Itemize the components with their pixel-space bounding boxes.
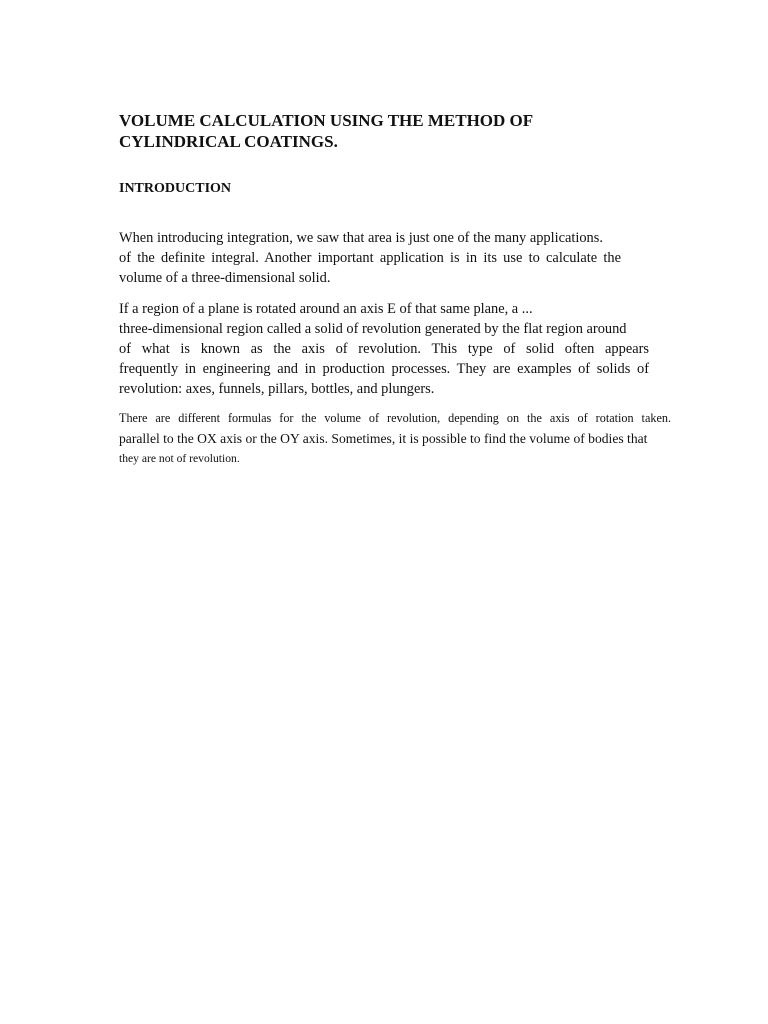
document-title-line: VOLUME CALCULATION USING THE METHOD OF: [119, 111, 534, 130]
paragraph-line: When introducing integration, we saw that area is just one of the many applications.: [119, 230, 603, 246]
paragraph-line: There are different formulas for the volume of revolution, depending on the axis of rotation taken.: [119, 411, 671, 425]
paragraph-line: three-dimensional region called a solid of revolution generated by the flat region around: [119, 321, 627, 337]
paragraph-intro-1: [119, 228, 621, 288]
paragraph-line: they are not of revolution.: [119, 452, 240, 465]
paragraph-line: parallel to the OX axis or the OY axis. Sometimes, it is possible to find the volume of bodies that: [119, 431, 648, 446]
document-title: [119, 110, 679, 152]
paragraph-line: If a region of a plane is rotated around an axis E of that same plane, a ...: [119, 301, 533, 317]
paragraph-intro-3: [119, 408, 671, 468]
paragraph-intro-2: [119, 299, 649, 399]
paragraph-line: revolution: axes, funnels, pillars, bottles, and plungers.: [119, 381, 435, 397]
paragraph-line: volume of a three-dimensional solid.: [119, 270, 331, 286]
paragraph-line: of the definite integral. Another important application is in its use to calculate the: [119, 250, 621, 266]
section-heading-introduction: INTRODUCTION: [119, 181, 232, 196]
paragraph-line: frequently in engineering and in production processes. They are examples of solids of: [119, 361, 649, 377]
document-title-line: CYLINDRICAL COATINGS.: [119, 132, 338, 151]
paragraph-line: of what is known as the axis of revolution. This type of solid often appears: [119, 341, 649, 357]
